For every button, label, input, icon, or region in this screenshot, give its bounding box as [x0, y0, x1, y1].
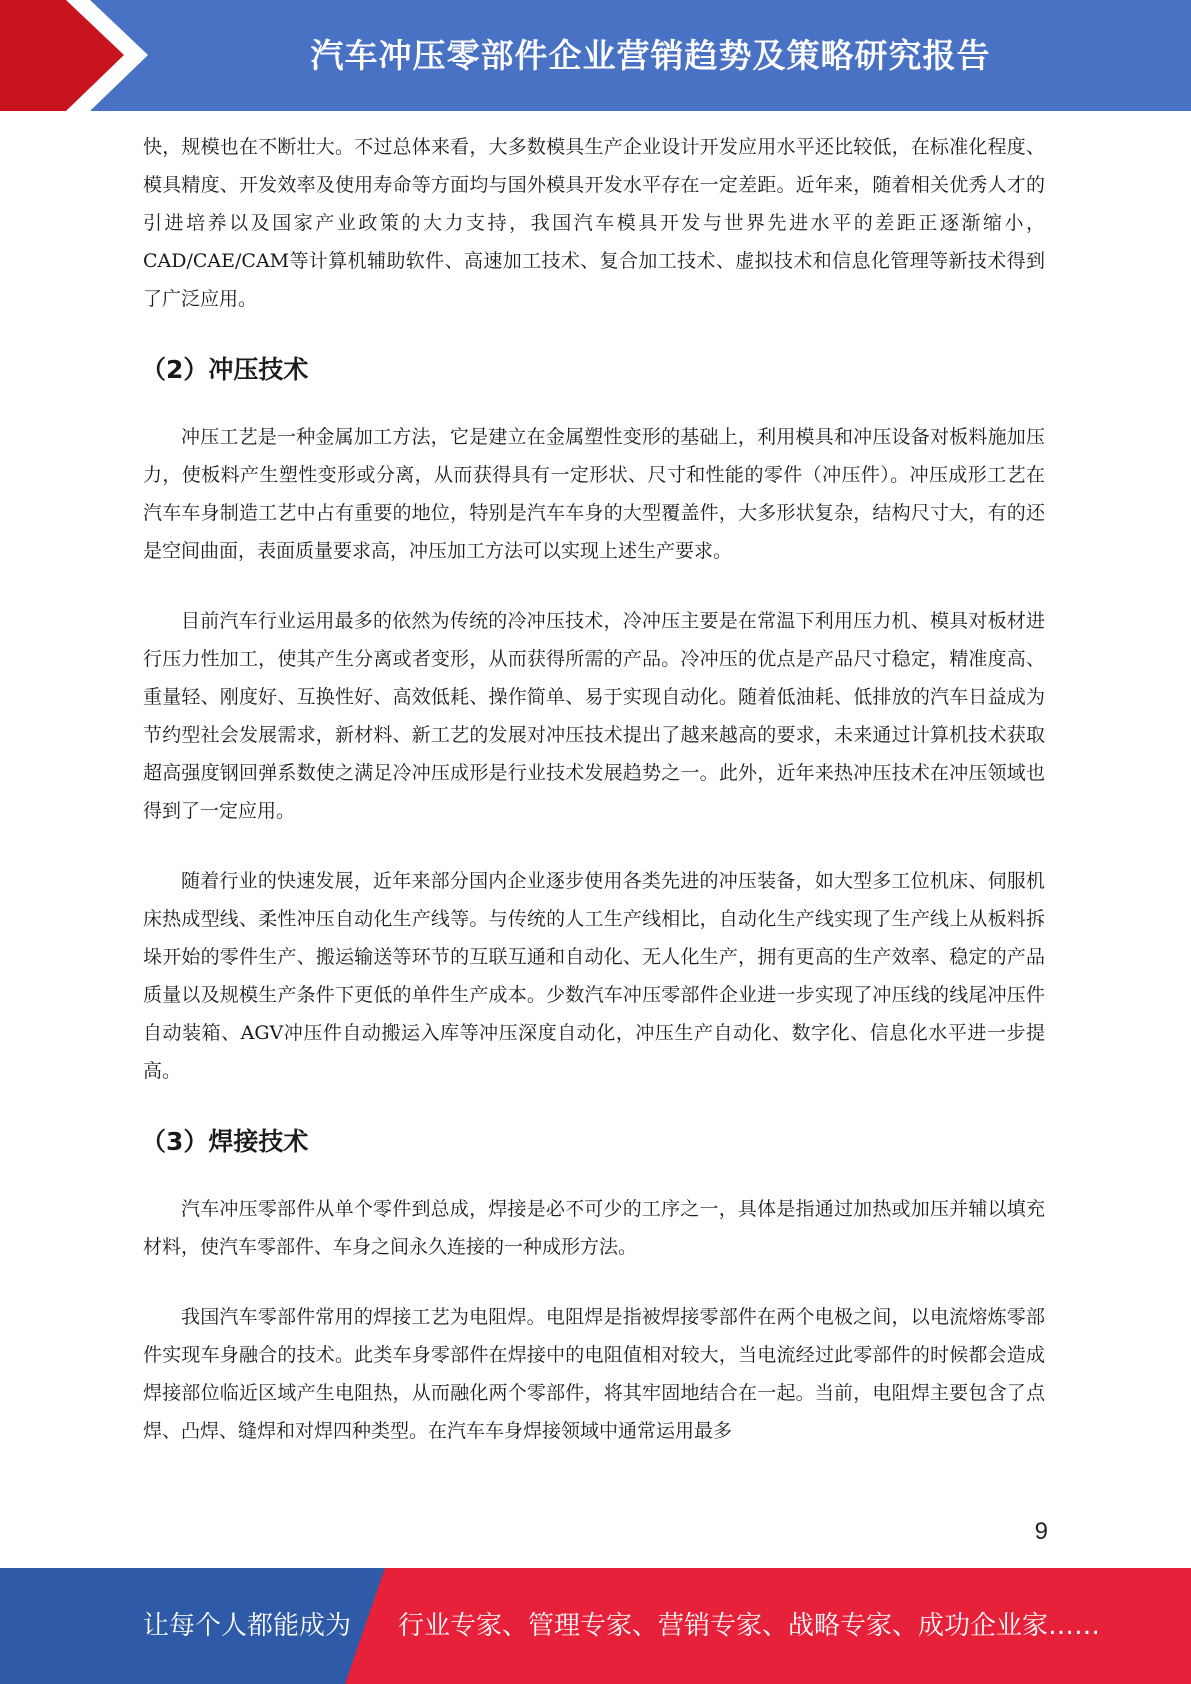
section-heading-welding: （3）焊接技术: [141, 1127, 309, 1156]
paragraph-stamping-1: 冲压工艺是一种金属加工方法，它是建立在金属塑性变形的基础上，利用模具和冲压设备对板料施加压力，使板料产生塑性变形或分离，从而获得具有一定形状、尺寸和性能的零件（冲压件）。冲压成形工艺在汽车车身制造工艺中占有重要的地位，特别是汽车车身的大型覆盖件，大多形状复杂，结构尺寸大，有的还是空间曲面，表面质量要求高，冲压加工方法可以实现上述生产要求。: [143, 426, 1045, 562]
paragraph-welding-1: 汽车冲压零部件从单个零件到总成，焊接是必不可少的工序之一，具体是指通过加热或加压并辅以填充材料，使汽车零部件、车身之间永久连接的一种成形方法。: [143, 1198, 1045, 1258]
section-heading-stamping: （2）冲压技术: [141, 355, 309, 384]
paragraph-welding-2: 我国汽车零部件常用的焊接工艺为电阻焊。电阻焊是指被焊接零部件在两个电极之间，以电流熔炼零部件实现车身融合的技术。此类车身零部件在焊接中的电阻值相对较大，当电流经过此零部件的时候都会造成焊接部位临近区域产生电阻热，从而融化两个零部件，将其牢固地结合在一起。当前，电阻焊主要包含了点焊、凸焊、缝焊和对焊四种类型。在汽车车身焊接领域中通常运用最多: [143, 1306, 1045, 1442]
footer-slogan-left: 让每个人都能成为: [143, 1611, 352, 1641]
paragraph-stamping-3: 随着行业的快速发展，近年来部分国内企业逐步使用各类先进的冲压装备，如大型多工位机床、伺服机床热成型线、柔性冲压自动化生产线等。与传统的人工生产线相比，自动化生产线实现了生产线上从板料拆垛开始的零件生产、搬运输送等环节的互联互通和自动化、无人化生产，拥有更高的生产效率、稳定的产品质量以及规模生产条件下更低的单件生产成本。少数汽车冲压零部件企业进一步实现了冲压线的线尾冲压件自动装箱、AGV冲压件自动搬运入库等冲压深度自动化，冲压生产自动化、数字化、信息化水平进一步提高。: [143, 870, 1045, 1082]
paragraph-intro: 快，规模也在不断壮大。不过总体来看，大多数模具生产企业设计开发应用水平还比较低，在标准化程度、模具精度、开发效率及使用寿命等方面均与国外模具开发水平存在一定差距。近年来，随着相关优秀人才的引进培养以及国家产业政策的大力支持，我国汽车模具开发与世界先进水平的差距正逐渐缩小，CAD/CAE/CAM等计算机辅助软件、高速加工技术、复合加工技术、虚拟技术和信息化管理等新技术得到了广泛应用。: [143, 136, 1045, 310]
page-number: 9: [1034, 1518, 1048, 1545]
paragraph-stamping-2: 目前汽车行业运用最多的依然为传统的冷冲压技术，冷冲压主要是在常温下利用压力机、模具对板材进行压力性加工，使其产生分离或者变形，从而获得所需的产品。冷冲压的优点是产品尺寸稳定，精准度高、重量轻、刚度好、互换性好、高效低耗、操作简单、易于实现自动化。随着低油耗、低排放的汽车日益成为节约型社会发展需求，新材料、新工艺的发展对冲压技术提出了越来越高的要求，未来通过计算机技术获取超高强度钢回弹系数使之满足冷冲压成形是行业技术发展趋势之一。此外，近年来热冲压技术在冲压领域也得到了一定应用。: [143, 610, 1045, 822]
report-title: 汽车冲压零部件企业营销趋势及策略研究报告: [310, 36, 991, 75]
page-header: [0, 0, 1191, 111]
footer-slogan-right: 行业专家、管理专家、营销专家、战略专家、成功企业家……: [398, 1611, 1101, 1641]
main-content: [143, 128, 1045, 1482]
page-footer: [0, 1568, 1191, 1684]
